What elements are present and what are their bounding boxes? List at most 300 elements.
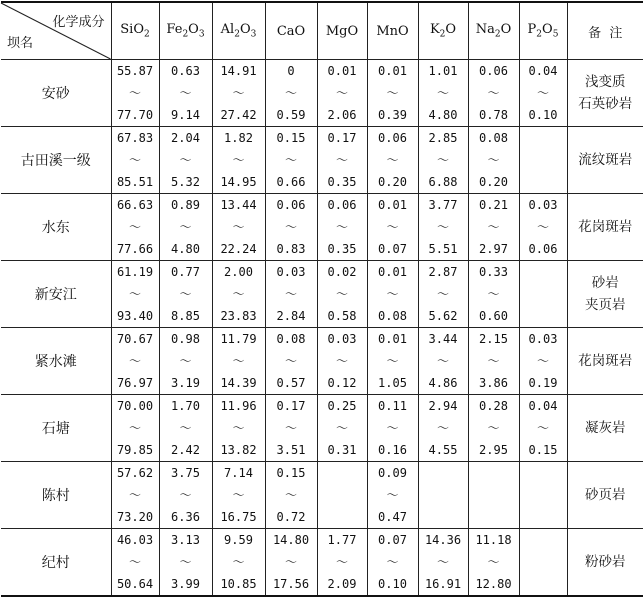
range-max: 0.10 bbox=[520, 104, 567, 126]
range-tilde: ～ bbox=[160, 417, 212, 439]
range-min: 55.87 bbox=[112, 60, 159, 82]
composition-cell bbox=[418, 462, 468, 529]
range-min: 0.03 bbox=[318, 328, 367, 350]
composition-cell bbox=[212, 127, 265, 194]
composition-cell bbox=[111, 194, 159, 261]
composition-cell bbox=[317, 60, 367, 127]
range-tilde: ～ bbox=[419, 350, 468, 372]
range-min: 0.04 bbox=[520, 395, 567, 417]
composition-cell bbox=[418, 328, 468, 395]
range-max: 2.95 bbox=[469, 439, 519, 461]
range-tilde: ～ bbox=[213, 82, 265, 104]
range-min: 14.36 bbox=[419, 529, 468, 551]
composition-cell bbox=[265, 194, 317, 261]
range-min: 2.87 bbox=[419, 261, 468, 283]
range-tilde: ～ bbox=[266, 551, 317, 573]
range-tilde: ～ bbox=[213, 551, 265, 573]
range-tilde: ～ bbox=[368, 283, 418, 305]
range-max: 4.80 bbox=[160, 238, 212, 260]
composition-cell bbox=[519, 395, 567, 462]
composition-cell bbox=[159, 395, 212, 462]
composition-cell bbox=[159, 127, 212, 194]
range-max: 14.95 bbox=[213, 171, 265, 193]
composition-cell bbox=[519, 328, 567, 395]
range-tilde: ～ bbox=[160, 484, 212, 506]
note-line: 浅变质 bbox=[568, 71, 643, 93]
range-tilde: ～ bbox=[368, 149, 418, 171]
range-min: 0.07 bbox=[368, 529, 418, 551]
composition-cell bbox=[212, 60, 265, 127]
composition-cell bbox=[418, 127, 468, 194]
composition-cell bbox=[317, 462, 367, 529]
col-header: CaO bbox=[265, 2, 317, 60]
range-max: 0.12 bbox=[318, 372, 367, 394]
range-min: 0.06 bbox=[266, 194, 317, 216]
range-min: 0.17 bbox=[318, 127, 367, 149]
composition-cell bbox=[468, 462, 519, 529]
composition-cell bbox=[212, 261, 265, 328]
range-min: 1.77 bbox=[318, 529, 367, 551]
range-max: 0.66 bbox=[266, 171, 317, 193]
range-max: 14.39 bbox=[213, 372, 265, 394]
composition-cell bbox=[418, 529, 468, 597]
range-min: 0.04 bbox=[520, 60, 567, 82]
range-tilde: ～ bbox=[318, 417, 367, 439]
dam-name: 安砂 bbox=[1, 60, 111, 127]
range-min: 0.01 bbox=[318, 60, 367, 82]
rock-type-note bbox=[567, 395, 643, 462]
range-min: 0.11 bbox=[368, 395, 418, 417]
range-min: 2.94 bbox=[419, 395, 468, 417]
range-tilde: ～ bbox=[160, 82, 212, 104]
col-header: $P_2O_5$ bbox=[519, 2, 567, 60]
range-tilde: ～ bbox=[368, 350, 418, 372]
range-min: 2.15 bbox=[469, 328, 519, 350]
range-min: 3.77 bbox=[419, 194, 468, 216]
range-tilde: ～ bbox=[419, 149, 468, 171]
col-header: MgO bbox=[317, 2, 367, 60]
composition-cell bbox=[367, 529, 418, 597]
composition-cell bbox=[418, 395, 468, 462]
range-min: 0.06 bbox=[469, 60, 519, 82]
range-min: 14.80 bbox=[266, 529, 317, 551]
note-line: 花岗斑岩 bbox=[568, 216, 643, 238]
range-max: 0.10 bbox=[368, 573, 418, 595]
range-max: 0.72 bbox=[266, 506, 317, 528]
composition-cell bbox=[317, 127, 367, 194]
composition-cell bbox=[468, 395, 519, 462]
table-row bbox=[1, 60, 643, 127]
col-header: $Al_2O_3$ bbox=[212, 2, 265, 60]
composition-cell bbox=[468, 127, 519, 194]
range-min: 7.14 bbox=[213, 462, 265, 484]
range-max: 9.14 bbox=[160, 104, 212, 126]
note-line: 粉砂岩 bbox=[568, 551, 643, 573]
range-min: 0.06 bbox=[368, 127, 418, 149]
composition-cell bbox=[317, 194, 367, 261]
range-max: 8.85 bbox=[160, 305, 212, 327]
range-tilde: ～ bbox=[469, 82, 519, 104]
range-max: 6.36 bbox=[160, 506, 212, 528]
range-tilde: ～ bbox=[419, 216, 468, 238]
range-max: 2.97 bbox=[469, 238, 519, 260]
range-max: 3.51 bbox=[266, 439, 317, 461]
range-tilde: ～ bbox=[112, 350, 159, 372]
range-min: 61.19 bbox=[112, 261, 159, 283]
range-min: 2.00 bbox=[213, 261, 265, 283]
composition-cell bbox=[418, 60, 468, 127]
range-tilde: ～ bbox=[213, 417, 265, 439]
range-max: 73.20 bbox=[112, 506, 159, 528]
range-tilde: ～ bbox=[368, 551, 418, 573]
table-row bbox=[1, 194, 643, 261]
note-line: 砂页岩 bbox=[568, 484, 643, 506]
composition-cell bbox=[159, 261, 212, 328]
range-min: 0.01 bbox=[368, 328, 418, 350]
composition-cell bbox=[159, 328, 212, 395]
range-min: 1.70 bbox=[160, 395, 212, 417]
range-min: 0.21 bbox=[469, 194, 519, 216]
range-tilde: ～ bbox=[419, 417, 468, 439]
col-header: $Na_2O$ bbox=[468, 2, 519, 60]
range-tilde: ～ bbox=[318, 283, 367, 305]
chemical-composition-table bbox=[1, 1, 643, 597]
range-max: 0.15 bbox=[520, 439, 567, 461]
composition-cell bbox=[212, 529, 265, 597]
range-max: 2.09 bbox=[318, 573, 367, 595]
composition-cell bbox=[111, 462, 159, 529]
range-min: 0.03 bbox=[520, 194, 567, 216]
composition-cell bbox=[317, 328, 367, 395]
range-max: 5.62 bbox=[419, 305, 468, 327]
composition-cell bbox=[519, 194, 567, 261]
note-line: 夹页岩 bbox=[568, 294, 643, 316]
range-tilde: ～ bbox=[213, 149, 265, 171]
note-line: 花岗斑岩 bbox=[568, 350, 643, 372]
composition-cell bbox=[367, 127, 418, 194]
range-tilde: ～ bbox=[419, 283, 468, 305]
composition-cell bbox=[111, 529, 159, 597]
range-tilde: ～ bbox=[419, 82, 468, 104]
range-max: 0.20 bbox=[469, 171, 519, 193]
range-max: 0.60 bbox=[469, 305, 519, 327]
range-tilde: ～ bbox=[318, 149, 367, 171]
rock-type-note bbox=[567, 261, 643, 328]
range-max: 22.24 bbox=[213, 238, 265, 260]
range-tilde: ～ bbox=[469, 149, 519, 171]
dam-name: 紧水滩 bbox=[1, 328, 111, 395]
range-min: 0.01 bbox=[368, 194, 418, 216]
composition-cell bbox=[212, 328, 265, 395]
col-header: MnO bbox=[367, 2, 418, 60]
composition-cell bbox=[468, 60, 519, 127]
col-header: $Fe_2O_3$ bbox=[159, 2, 212, 60]
composition-cell bbox=[519, 261, 567, 328]
range-max: 1.05 bbox=[368, 372, 418, 394]
range-min: 0 bbox=[266, 60, 317, 82]
composition-cell bbox=[317, 261, 367, 328]
range-tilde: ～ bbox=[266, 149, 317, 171]
range-max: 0.31 bbox=[318, 439, 367, 461]
range-tilde: ～ bbox=[368, 82, 418, 104]
range-tilde: ～ bbox=[266, 283, 317, 305]
composition-cell bbox=[265, 529, 317, 597]
corner-bottom-label: 坝名 bbox=[7, 32, 33, 51]
range-tilde: ～ bbox=[266, 82, 317, 104]
range-min: 0.08 bbox=[469, 127, 519, 149]
range-max: 10.85 bbox=[213, 573, 265, 595]
range-max: 0.07 bbox=[368, 238, 418, 260]
range-max: 0.83 bbox=[266, 238, 317, 260]
range-tilde: ～ bbox=[213, 484, 265, 506]
range-min: 3.44 bbox=[419, 328, 468, 350]
composition-cell bbox=[265, 60, 317, 127]
composition-cell bbox=[265, 127, 317, 194]
range-min: 0.15 bbox=[266, 462, 317, 484]
composition-cell bbox=[111, 395, 159, 462]
range-tilde: ～ bbox=[469, 283, 519, 305]
range-max: 93.40 bbox=[112, 305, 159, 327]
range-tilde: ～ bbox=[368, 484, 418, 506]
range-min: 67.83 bbox=[112, 127, 159, 149]
composition-cell bbox=[212, 462, 265, 529]
range-min: 0.15 bbox=[266, 127, 317, 149]
range-max: 76.97 bbox=[112, 372, 159, 394]
range-min: 11.79 bbox=[213, 328, 265, 350]
range-min: 0.25 bbox=[318, 395, 367, 417]
range-min: 11.18 bbox=[469, 529, 519, 551]
range-min: 0.08 bbox=[266, 328, 317, 350]
range-min: 1.01 bbox=[419, 60, 468, 82]
range-max: 3.99 bbox=[160, 573, 212, 595]
composition-cell bbox=[159, 60, 212, 127]
range-max: 77.70 bbox=[112, 104, 159, 126]
range-tilde: ～ bbox=[112, 551, 159, 573]
range-max: 4.55 bbox=[419, 439, 468, 461]
range-tilde: ～ bbox=[160, 551, 212, 573]
range-tilde: ～ bbox=[266, 484, 317, 506]
composition-cell bbox=[212, 395, 265, 462]
range-min: 3.75 bbox=[160, 462, 212, 484]
range-min: 2.04 bbox=[160, 127, 212, 149]
range-max: 0.58 bbox=[318, 305, 367, 327]
range-min: 70.67 bbox=[112, 328, 159, 350]
composition-cell bbox=[367, 261, 418, 328]
range-tilde: ～ bbox=[160, 216, 212, 238]
composition-cell bbox=[265, 462, 317, 529]
range-tilde: ～ bbox=[112, 283, 159, 305]
composition-cell bbox=[111, 127, 159, 194]
range-max: 16.91 bbox=[419, 573, 468, 595]
range-max: 50.64 bbox=[112, 573, 159, 595]
range-min: 0.01 bbox=[368, 60, 418, 82]
range-min: 0.01 bbox=[368, 261, 418, 283]
range-max: 0.19 bbox=[520, 372, 567, 394]
range-tilde: ～ bbox=[520, 350, 567, 372]
range-tilde: ～ bbox=[112, 484, 159, 506]
note-line: 凝灰岩 bbox=[568, 417, 643, 439]
range-min: 0.28 bbox=[469, 395, 519, 417]
range-tilde: ～ bbox=[520, 216, 567, 238]
range-min: 0.77 bbox=[160, 261, 212, 283]
range-max: 0.08 bbox=[368, 305, 418, 327]
dam-name: 新安江 bbox=[1, 261, 111, 328]
range-tilde: ～ bbox=[318, 82, 367, 104]
composition-cell bbox=[367, 462, 418, 529]
range-tilde: ～ bbox=[160, 350, 212, 372]
dam-name: 水东 bbox=[1, 194, 111, 261]
table-row bbox=[1, 529, 643, 597]
range-min: 0.63 bbox=[160, 60, 212, 82]
range-tilde: ～ bbox=[160, 149, 212, 171]
range-tilde: ～ bbox=[266, 417, 317, 439]
range-max: 27.42 bbox=[213, 104, 265, 126]
table-row bbox=[1, 261, 643, 328]
composition-cell bbox=[159, 529, 212, 597]
range-min: 2.85 bbox=[419, 127, 468, 149]
composition-cell bbox=[265, 328, 317, 395]
range-max: 85.51 bbox=[112, 171, 159, 193]
range-max: 2.84 bbox=[266, 305, 317, 327]
range-max: 2.42 bbox=[160, 439, 212, 461]
rock-type-note bbox=[567, 60, 643, 127]
range-min: 0.17 bbox=[266, 395, 317, 417]
range-max: 6.88 bbox=[419, 171, 468, 193]
composition-cell bbox=[367, 328, 418, 395]
range-min: 3.13 bbox=[160, 529, 212, 551]
range-max: 0.35 bbox=[318, 171, 367, 193]
range-min: 0.02 bbox=[318, 261, 367, 283]
range-max: 13.82 bbox=[213, 439, 265, 461]
composition-cell bbox=[519, 60, 567, 127]
col-header: $K_2O$ bbox=[418, 2, 468, 60]
dam-name: 石塘 bbox=[1, 395, 111, 462]
composition-cell bbox=[519, 529, 567, 597]
range-tilde: ～ bbox=[318, 350, 367, 372]
range-tilde: ～ bbox=[368, 216, 418, 238]
range-max: 2.06 bbox=[318, 104, 367, 126]
corner-top-label: 化学成分 bbox=[52, 11, 104, 30]
range-tilde: ～ bbox=[112, 417, 159, 439]
composition-cell bbox=[265, 261, 317, 328]
range-min: 57.62 bbox=[112, 462, 159, 484]
range-tilde: ～ bbox=[469, 417, 519, 439]
range-min: 0.98 bbox=[160, 328, 212, 350]
range-tilde: ～ bbox=[112, 82, 159, 104]
range-min: 0.03 bbox=[266, 261, 317, 283]
range-max: 77.66 bbox=[112, 238, 159, 260]
range-min: 46.03 bbox=[112, 529, 159, 551]
range-tilde: ～ bbox=[520, 417, 567, 439]
range-min: 14.91 bbox=[213, 60, 265, 82]
composition-cell bbox=[265, 395, 317, 462]
range-tilde: ～ bbox=[213, 216, 265, 238]
composition-cell bbox=[468, 529, 519, 597]
range-min: 66.63 bbox=[112, 194, 159, 216]
range-tilde: ～ bbox=[213, 283, 265, 305]
range-tilde: ～ bbox=[469, 216, 519, 238]
range-max: 4.80 bbox=[419, 104, 468, 126]
range-max: 0.57 bbox=[266, 372, 317, 394]
range-min: 70.00 bbox=[112, 395, 159, 417]
range-tilde: ～ bbox=[419, 551, 468, 573]
range-max: 16.75 bbox=[213, 506, 265, 528]
range-tilde: ～ bbox=[213, 350, 265, 372]
range-min: 1.82 bbox=[213, 127, 265, 149]
dam-name: 古田溪一级 bbox=[1, 127, 111, 194]
composition-cell bbox=[367, 395, 418, 462]
range-max: 0.47 bbox=[368, 506, 418, 528]
corner-header bbox=[1, 2, 111, 60]
dam-name: 陈村 bbox=[1, 462, 111, 529]
composition-cell bbox=[317, 529, 367, 597]
range-min: 9.59 bbox=[213, 529, 265, 551]
rock-type-note bbox=[567, 529, 643, 597]
range-min: 0.89 bbox=[160, 194, 212, 216]
range-tilde: ～ bbox=[266, 350, 317, 372]
composition-cell bbox=[159, 194, 212, 261]
table-row bbox=[1, 462, 643, 529]
rock-type-note bbox=[567, 328, 643, 395]
range-tilde: ～ bbox=[112, 149, 159, 171]
range-max: 0.16 bbox=[368, 439, 418, 461]
table-row bbox=[1, 127, 643, 194]
note-header: 备 注 bbox=[567, 2, 643, 60]
header-row bbox=[1, 2, 643, 60]
range-tilde: ～ bbox=[160, 283, 212, 305]
composition-cell bbox=[519, 462, 567, 529]
composition-cell bbox=[317, 395, 367, 462]
composition-cell bbox=[111, 60, 159, 127]
range-tilde: ～ bbox=[469, 551, 519, 573]
table-row bbox=[1, 328, 643, 395]
range-tilde: ～ bbox=[318, 216, 367, 238]
range-tilde: ～ bbox=[318, 551, 367, 573]
table-row bbox=[1, 395, 643, 462]
range-min: 0.06 bbox=[318, 194, 367, 216]
range-max: 0.78 bbox=[469, 104, 519, 126]
range-max: 3.86 bbox=[469, 372, 519, 394]
composition-cell bbox=[367, 194, 418, 261]
composition-cell bbox=[468, 328, 519, 395]
composition-cell bbox=[111, 328, 159, 395]
composition-cell bbox=[519, 127, 567, 194]
range-max: 0.20 bbox=[368, 171, 418, 193]
range-max: 3.19 bbox=[160, 372, 212, 394]
range-min: 13.44 bbox=[213, 194, 265, 216]
range-max: 5.51 bbox=[419, 238, 468, 260]
composition-cell bbox=[418, 194, 468, 261]
range-max: 23.83 bbox=[213, 305, 265, 327]
composition-cell bbox=[367, 60, 418, 127]
composition-cell bbox=[418, 261, 468, 328]
range-min: 0.33 bbox=[469, 261, 519, 283]
range-tilde: ～ bbox=[520, 82, 567, 104]
range-min: 0.03 bbox=[520, 328, 567, 350]
range-max: 0.35 bbox=[318, 238, 367, 260]
range-max: 4.86 bbox=[419, 372, 468, 394]
composition-cell bbox=[159, 462, 212, 529]
range-max: 17.56 bbox=[266, 573, 317, 595]
note-line: 流纹斑岩 bbox=[568, 149, 643, 171]
range-tilde: ～ bbox=[112, 216, 159, 238]
composition-cell bbox=[111, 261, 159, 328]
range-tilde: ～ bbox=[266, 216, 317, 238]
range-max: 0.39 bbox=[368, 104, 418, 126]
range-max: 0.59 bbox=[266, 104, 317, 126]
note-line: 砂岩 bbox=[568, 272, 643, 294]
range-max: 79.85 bbox=[112, 439, 159, 461]
